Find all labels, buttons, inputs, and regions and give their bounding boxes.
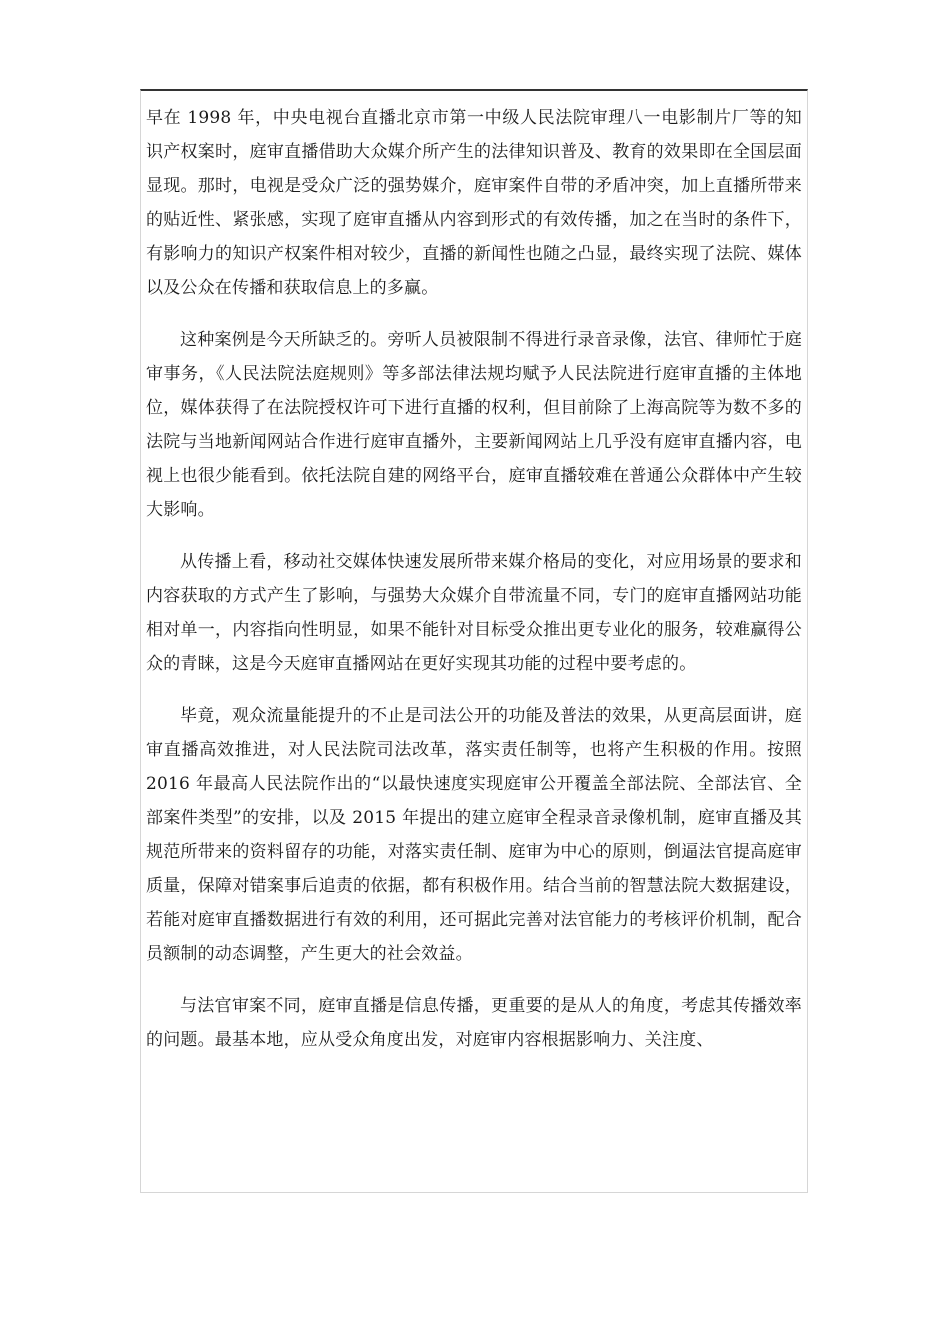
paragraph-2: 这种案例是今天所缺乏的。旁听人员被限制不得进行录音录像，法官、律师忙于庭审事务，《人民法院法庭规则》等多部法律法规均赋予人民法院进行庭审直播的主体地位，媒体获得了在法院授权许可下进行直播的权利，但目前除了上海高院等为数不多的法院与当地新闻网站合作进行庭审直播外，主要新闻网站上几乎没有庭审直播内容，电视上也很少能看到。依托法院自建的网络平台，庭审直播较难在普通公众群体中产生较大影响。 bbox=[146, 330, 802, 520]
document-body bbox=[141, 91, 807, 1057]
paragraph-5: 与法官审案不同，庭审直播是信息传播，更重要的是从人的角度，考虑其传播效率的问题。最基本地，应从受众角度出发，对庭审内容根据影响力、关注度、 bbox=[146, 996, 802, 1050]
paragraph-1: 早在 1998 年，中央电视台直播北京市第一中级人民法院审理八一电影制片厂等的知识产权案时，庭审直播借助大众媒介所产生的法律知识普及、教育的效果即在全国层面显现。那时，电视是受众广泛的强势媒介，庭审案件自带的矛盾冲突，加上直播所带来的贴近性、紧张感，实现了庭审直播从内容到形式的有效传播，加之在当时的条件下，有影响力的知识产权案件相对较少，直播的新闻性也随之凸显，最终实现了法院、媒体以及公众在传播和获取信息上的多赢。 bbox=[146, 108, 802, 298]
paragraph-4: 毕竟，观众流量能提升的不止是司法公开的功能及普法的效果，从更高层面讲，庭审直播高效推进，对人民法院司法改革，落实责任制等，也将产生积极的作用。按照 2016 年最高人民法院作出的“以最快速度实现庭审公开覆盖全部法院、全部法官、全部案件类型”的安排，以及 2015 年提出的建立庭审全程录音录像机制，庭审直播及其规范所带来的资料留存的功能，对落实责任制、庭审为中心的原则，倒逼法官提高庭审质量，保障对错案事后追责的依据，都有积极作用。结合当前的智慧法院大数据建设，若能对庭审直播数据进行有效的利用，还可据此完善对法官能力的考核评价机制，配合员额制的动态调整，产生更大的社会效益。 bbox=[146, 706, 802, 964]
paragraph-3: 从传播上看，移动社交媒体快速发展所带来媒介格局的变化，对应用场景的要求和内容获取的方式产生了影响，与强势大众媒介自带流量不同，专门的庭审直播网站功能相对单一，内容指向性明显，如果不能针对目标受众推出更专业化的服务，较难赢得公众的青睐，这是今天庭审直播网站在更好实现其功能的过程中要考虑的。 bbox=[146, 552, 802, 674]
document-page-frame bbox=[140, 89, 808, 1193]
